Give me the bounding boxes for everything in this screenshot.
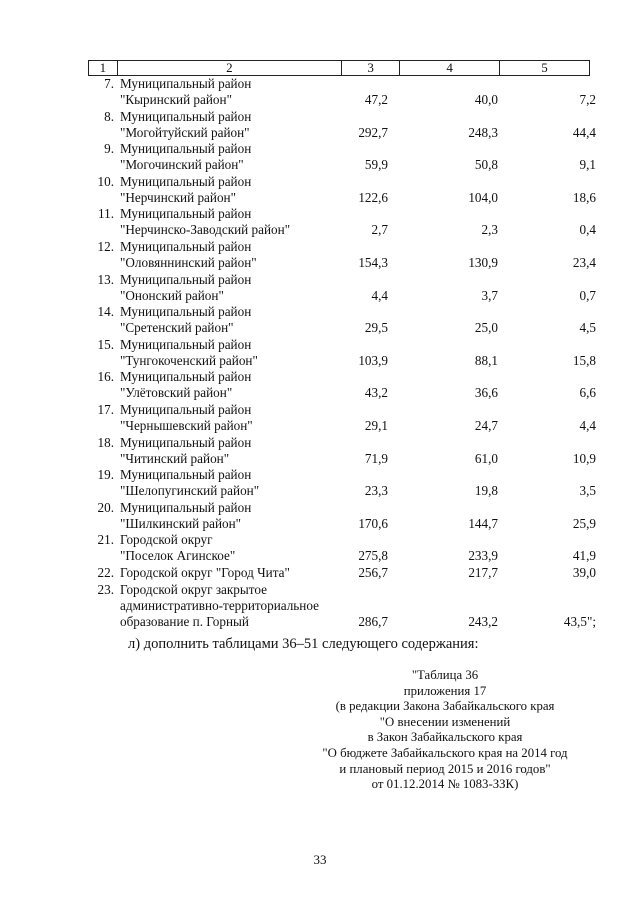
row-value-col-4: 233,9: [468, 548, 498, 564]
table-row: [88, 467, 598, 500]
caption-line: (в редакции Закона Забайкальского края: [335, 699, 555, 714]
table-row: [88, 369, 598, 402]
header-col-5: 5: [500, 61, 590, 76]
row-value-col-4: 130,9: [468, 254, 498, 270]
table-row: [88, 402, 598, 435]
row-number: 15.: [97, 336, 114, 352]
caption-line: "О бюджете Забайкальского края на 2014 год: [322, 745, 568, 760]
row-name-line: "Оловяннинский район": [120, 254, 257, 270]
row-number: 17.: [97, 401, 114, 417]
row-name: [120, 109, 390, 141]
row-value-col-5: 43,5";: [563, 613, 596, 629]
row-name-line: Муниципальный район: [120, 141, 252, 157]
row-name-line: Городской округ "Город Чита": [120, 564, 290, 580]
caption-line: от 01.12.2014 № 1083-ЗЗК): [371, 777, 519, 792]
table-header: [88, 60, 590, 76]
table-row: [88, 532, 598, 565]
row-name: [120, 337, 390, 369]
row-name-line: "Читинский район": [120, 450, 230, 466]
row-name-line: "Могойтуйский район": [120, 124, 250, 140]
row-name-line: "Нерчинско-Заводский район": [120, 222, 291, 238]
row-number: 12.: [97, 238, 114, 254]
row-name-line: Городской округ закрытое: [120, 581, 267, 597]
row-value-col-3: 103,9: [358, 352, 388, 368]
table-body: [88, 76, 598, 630]
row-name: [120, 565, 390, 581]
row-value-col-4: 88,1: [474, 352, 498, 368]
row-number: 16.: [97, 369, 114, 385]
row-name: [120, 174, 390, 206]
row-name-line: Муниципальный район: [120, 271, 252, 287]
row-name-line: "Шилкинский район": [120, 515, 242, 531]
header-col-1: 1: [89, 61, 118, 76]
row-name-line: Муниципальный район: [120, 238, 252, 254]
caption-line: и плановый период 2015 и 2016 годов": [339, 761, 551, 776]
row-value-col-5: 39,0: [572, 564, 596, 580]
row-value-col-5: 4,5: [579, 320, 596, 336]
row-name-line: Муниципальный район: [120, 434, 252, 450]
row-value-col-5: 4,4: [579, 417, 596, 433]
row-value-col-4: 144,7: [468, 515, 498, 531]
row-number: 21.: [97, 532, 114, 548]
row-name-line: Муниципальный район: [120, 173, 252, 189]
row-value-col-3: 29,1: [364, 417, 388, 433]
row-value-col-5: 3,5: [579, 483, 596, 499]
row-name-line: "Шелопугинский район": [120, 483, 260, 499]
row-value-col-3: 71,9: [364, 450, 388, 466]
row-name-line: Муниципальный район: [120, 401, 252, 417]
row-name: [120, 369, 390, 401]
table-row: [88, 435, 598, 468]
header-col-2: 2: [117, 61, 341, 76]
table-row: [88, 206, 598, 239]
row-value-col-5: 15,8: [572, 352, 596, 368]
amendment-paragraph: л) дополнить таблицами 36–51 следующего содержания:: [128, 636, 479, 652]
table-row: [88, 109, 598, 142]
row-name: [120, 402, 390, 434]
row-number: 11.: [98, 206, 114, 222]
row-value-col-5: 23,4: [572, 254, 596, 270]
row-name-line: "Поселок Агинское": [120, 548, 236, 564]
table-row: [88, 565, 598, 582]
row-number: 14.: [97, 304, 114, 320]
table-header-row: [89, 61, 590, 76]
row-value-col-3: 4,4: [371, 287, 388, 303]
row-number: 7.: [104, 76, 114, 91]
row-value-col-3: 47,2: [364, 92, 388, 107]
row-value-col-5: 44,4: [572, 124, 596, 140]
row-number: 10.: [97, 173, 114, 189]
table-row: [88, 337, 598, 370]
table-row: [88, 141, 598, 174]
row-name-line: "Кыринский район": [120, 92, 232, 107]
row-value-col-3: 170,6: [358, 515, 388, 531]
row-name: [120, 239, 390, 271]
table-row: [88, 239, 598, 272]
row-value-col-4: 50,8: [474, 157, 498, 173]
row-name-line: Муниципальный район: [120, 206, 252, 222]
row-value-col-5: 9,1: [579, 157, 596, 173]
row-value-col-4: 19,8: [474, 483, 498, 499]
caption-line: "Таблица 36: [411, 668, 479, 682]
row-name: [120, 76, 390, 108]
row-name: [120, 467, 390, 499]
header-col-3: 3: [341, 61, 399, 76]
row-value-col-5: 18,6: [572, 189, 596, 205]
row-name: [120, 435, 390, 467]
row-value-col-4: 243,2: [468, 613, 498, 629]
row-value-col-4: 2,3: [481, 222, 498, 238]
row-value-col-3: 122,6: [358, 189, 388, 205]
row-value-col-3: 256,7: [358, 564, 388, 580]
row-value-col-4: 40,0: [474, 92, 498, 107]
row-name: [120, 582, 390, 630]
table-row: [88, 272, 598, 305]
row-number: 22.: [97, 564, 114, 580]
row-number: 20.: [97, 499, 114, 515]
caption-line: приложения 17: [403, 683, 487, 698]
caption-line: "О внесении изменений: [379, 714, 511, 729]
row-value-col-4: 104,0: [468, 189, 498, 205]
row-value-col-4: 36,6: [474, 385, 498, 401]
row-value-col-3: 2,7: [371, 222, 388, 238]
row-value-col-5: 25,9: [572, 515, 596, 531]
row-value-col-4: 248,3: [468, 124, 498, 140]
row-name: [120, 304, 390, 336]
row-name-line: Муниципальный район: [120, 108, 252, 124]
table-row: [88, 76, 598, 109]
page-number: 33: [313, 852, 327, 867]
table-36-caption: [300, 668, 590, 793]
row-value-col-4: 217,7: [468, 564, 498, 580]
row-value-col-4: 25,0: [474, 320, 498, 336]
row-value-col-3: 59,9: [364, 157, 388, 173]
row-value-col-4: 3,7: [481, 287, 498, 303]
row-name-line: Муниципальный район: [120, 369, 252, 385]
row-value-col-5: 0,7: [579, 287, 596, 303]
row-name-line: "Чернышевский район": [120, 417, 253, 433]
row-number: 9.: [104, 141, 114, 157]
row-number: 13.: [97, 271, 114, 287]
row-value-col-3: 43,2: [364, 385, 388, 401]
row-name: [120, 500, 390, 532]
row-name: [120, 532, 390, 564]
row-value-col-5: 6,6: [579, 385, 596, 401]
row-value-col-3: 154,3: [358, 254, 388, 270]
table-row: [88, 174, 598, 207]
row-value-col-5: 0,4: [579, 222, 596, 238]
row-value-col-5: 10,9: [572, 450, 596, 466]
row-value-col-4: 24,7: [474, 417, 498, 433]
row-name-line: "Улётовский район": [120, 385, 233, 401]
caption-line: в Закон Забайкальского края: [367, 730, 523, 745]
row-value-col-3: 275,8: [358, 548, 388, 564]
row-name-line: образование п. Горный: [120, 613, 249, 629]
row-value-col-3: 286,7: [358, 613, 388, 629]
row-name-line: Муниципальный район: [120, 467, 252, 483]
row-value-col-5: 41,9: [572, 548, 596, 564]
row-name-line: "Тунгокоченский район": [120, 352, 258, 368]
row-value-col-4: 61,0: [474, 450, 498, 466]
row-name: [120, 272, 390, 304]
row-name-line: Муниципальный район: [120, 336, 252, 352]
row-name-line: "Нерчинский район": [120, 189, 236, 205]
row-name-line: Муниципальный район: [120, 76, 252, 91]
header-col-4: 4: [400, 61, 500, 76]
table-row: [88, 582, 598, 631]
row-number: 18.: [97, 434, 114, 450]
row-value-col-3: 292,7: [358, 124, 388, 140]
row-number: 19.: [97, 467, 114, 483]
row-name-line: Городской округ: [120, 532, 213, 548]
row-value-col-5: 7,2: [579, 92, 596, 107]
table-row: [88, 500, 598, 533]
row-name: [120, 206, 390, 238]
table-row: [88, 304, 598, 337]
row-name-line: Муниципальный район: [120, 499, 252, 515]
row-number: 8.: [104, 108, 114, 124]
row-number: 23.: [97, 581, 114, 597]
row-name-line: "Ононский район": [120, 287, 224, 303]
row-name-line: административно-территориальное: [120, 597, 319, 613]
row-value-col-3: 23,3: [364, 483, 388, 499]
row-name-line: Муниципальный район: [120, 304, 252, 320]
row-name: [120, 141, 390, 173]
row-value-col-3: 29,5: [364, 320, 388, 336]
row-name-line: "Могочинский район": [120, 157, 244, 173]
row-name-line: "Сретенский район": [120, 320, 234, 336]
